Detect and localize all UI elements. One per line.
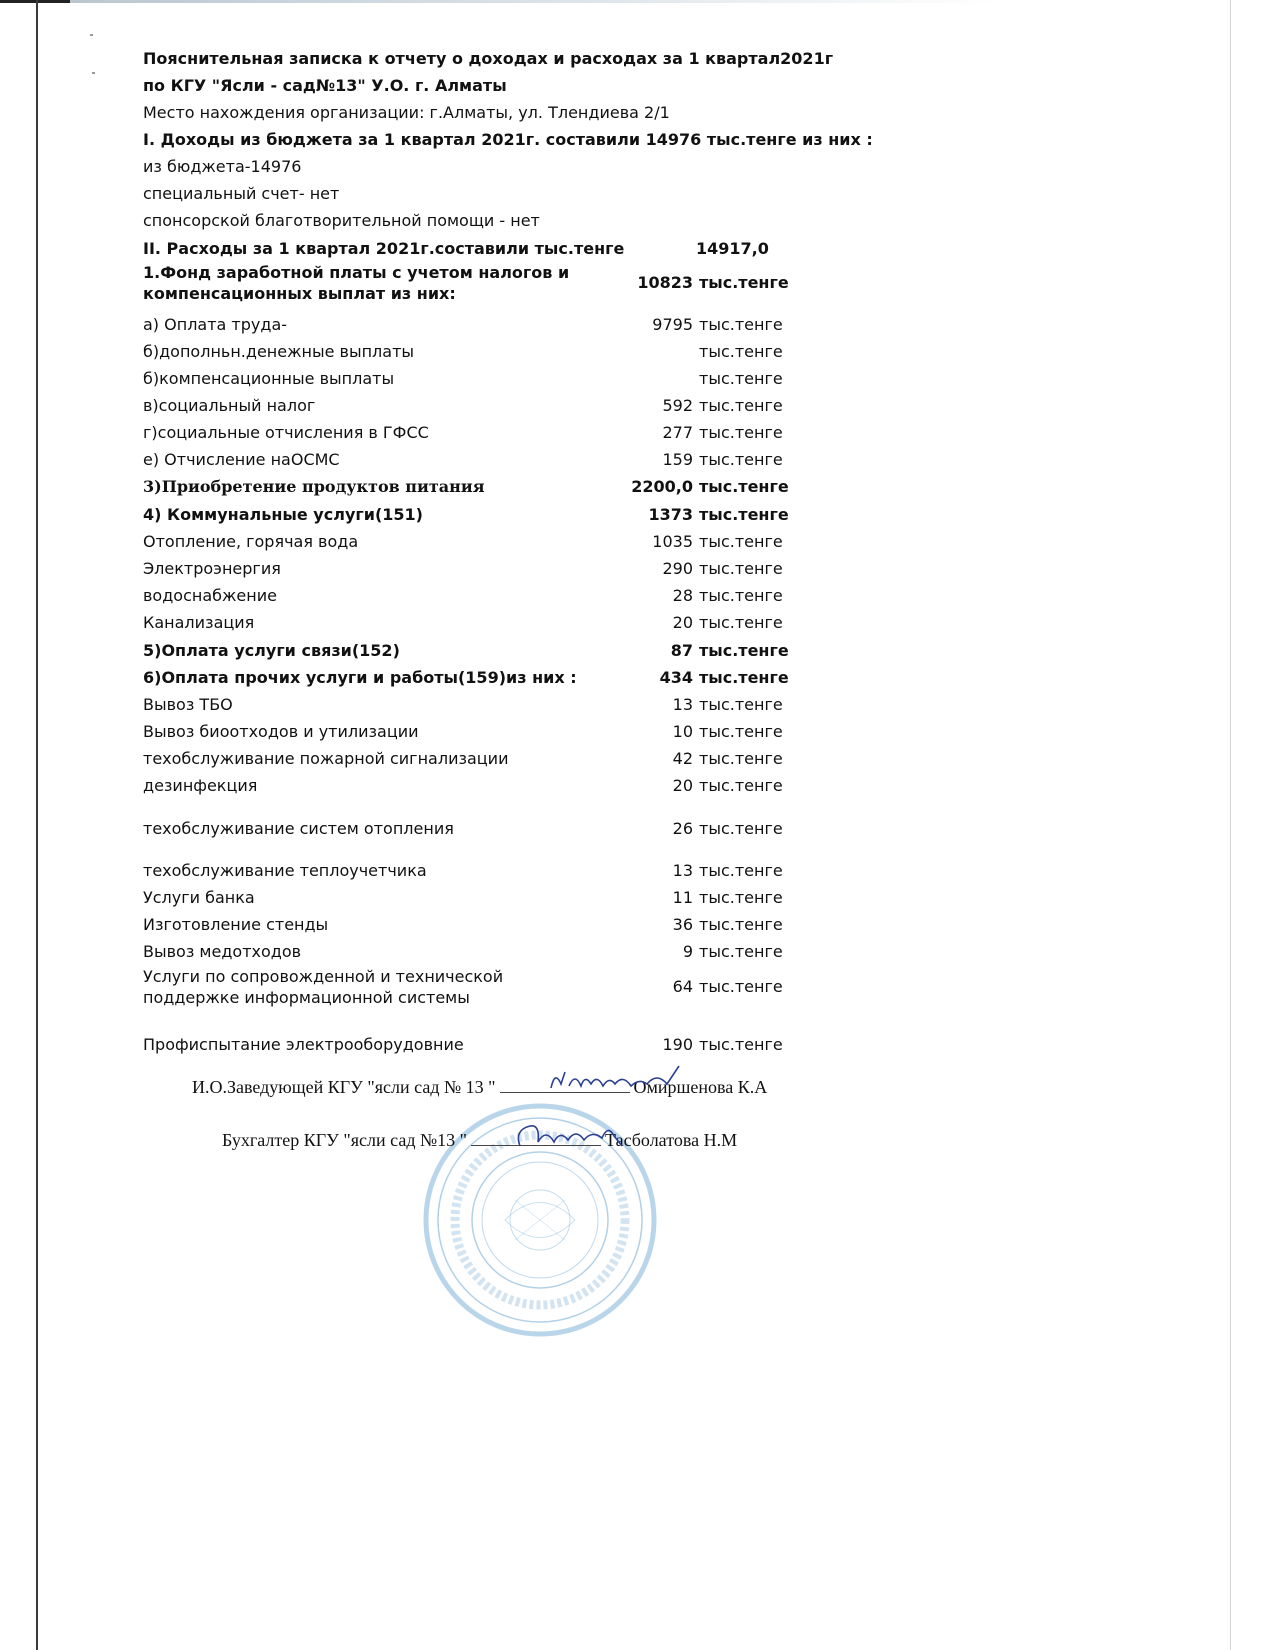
expense-label: техобслуживание систем отопления [143,819,454,838]
document-title-line1: Пояснительная записка к отчету о доходах и расходах за 1 квартал2021г [143,49,834,68]
expense-row [143,915,803,935]
support-label-line1: Услуги по сопровожденной и технической [143,967,504,986]
expense-row [143,888,803,908]
support-label [143,966,503,1008]
accountant-title: Бухгалтер КГУ "ясли сад №13 " [222,1130,468,1150]
expense-label: техобслуживание теплоучетчика [143,861,427,880]
expense-unit: тыс.тенге [699,695,783,714]
expense-label: е) Отчисление наОСМС [143,450,340,469]
expense-unit: тыс.тенге [699,613,783,632]
organization-location: Место нахождения организации: г.Алматы, ул. Тлендиева 2/1 [143,103,670,122]
expense-label: Услуги банка [143,888,255,907]
support-amount: 64 [672,977,693,996]
expense-row [143,315,803,335]
expense-unit: тыс.тенге [699,641,789,660]
expense-unit: тыс.тенге [699,942,783,961]
support-row [143,966,803,1008]
expense-amount: 290 [662,559,693,578]
expense-amount: 1035 [652,532,693,551]
director-title: И.О.Заведующей КГУ "ясли сад № 13 " [192,1077,496,1097]
expense-amount: 1373 [648,505,693,524]
expense-label: Вывоз ТБО [143,695,233,714]
payroll-label-line2: компенсационных выплат из них: [143,284,456,303]
expense-label: в)социальный налог [143,396,316,415]
expense-row [143,559,803,579]
scan-left-edge [36,0,38,1650]
expense-amount: 87 [670,641,693,660]
expense-label: Вывоз биоотходов и утилизации [143,722,419,741]
director-signature [545,1062,685,1102]
expense-row [143,532,803,552]
expense-amount: 20 [672,776,693,795]
last-item-amount: 190 [662,1035,693,1054]
expense-row [143,613,803,633]
expense-unit: тыс.тенге [699,861,783,880]
expense-label: дезинфекция [143,776,258,795]
expenses-heading-row [143,239,803,259]
expense-amount: 20 [672,613,693,632]
expense-amount: 2200,0 [631,477,693,496]
last-item-row [143,1035,803,1055]
expense-label: Канализация [143,613,255,632]
expense-row [143,342,803,362]
expense-amount: 36 [672,915,693,934]
expense-row [143,396,803,416]
expense-row [143,861,803,881]
expense-amount: 9795 [652,315,693,334]
expense-label: Электроэнергия [143,559,281,578]
document-title-line2: по КГУ "Ясли - сад№13" У.О. г. Алматы [143,76,507,95]
expense-row [143,369,803,389]
expense-label: Вывоз медотходов [143,942,302,961]
expense-row [143,641,803,661]
expense-label: Отопление, горячая вода [143,532,359,551]
expense-unit: тыс.тенге [699,450,783,469]
expense-amount: 13 [672,861,693,880]
scan-top-edge [0,0,1275,3]
expense-amount: 13 [672,695,693,714]
expense-row [143,423,803,443]
expense-unit: тыс.тенге [699,749,783,768]
expense-unit: тыс.тенге [699,315,783,334]
accountant-signature [510,1116,630,1156]
expense-unit: тыс.тенге [699,819,783,838]
expense-amount: 277 [662,423,693,442]
expense-row [143,942,803,962]
payroll-label [143,262,569,304]
scan-right-edge [1230,0,1231,1650]
expense-unit: тыс.тенге [699,776,783,795]
expense-label: 4) Коммунальные услуги(151) [143,505,423,524]
expense-unit: тыс.тенге [699,586,783,605]
expense-amount: 11 [672,888,693,907]
expenses-total: 14917,0 [696,239,769,258]
support-unit: тыс.тенге [699,977,783,996]
payroll-label-line1: 1.Фонд заработной платы с учетом налогов и [143,263,570,282]
payroll-unit: тыс.тенге [699,273,789,292]
expense-label: 3)Приобретение продуктов питания [143,477,485,496]
expense-label: Изготовление стенды [143,915,329,934]
expense-unit: тыс.тенге [699,915,783,934]
income-heading: I. Доходы из бюджета за 1 квартал 2021г. составили 14976 тыс.тенге из них : [143,130,873,149]
expense-unit: тыс.тенге [699,888,783,907]
expense-amount: 592 [662,396,693,415]
expense-row [143,722,803,742]
expense-row [143,695,803,715]
expense-unit: тыс.тенге [699,505,789,524]
last-item-label: Профиспытание электрооборудовние [143,1035,464,1054]
expense-label: б)дополньн.денежные выплаты [143,342,415,361]
expense-row [143,505,803,525]
expense-unit: тыс.тенге [699,668,789,687]
expenses-heading: II. Расходы за 1 квартал 2021г.составили тыс.тенге [143,239,625,258]
expense-unit: тыс.тенге [699,396,783,415]
expense-row [143,819,803,839]
expense-label: а) Оплата труда- [143,315,288,334]
last-item-unit: тыс.тенге [699,1035,783,1054]
payroll-row [143,262,803,304]
expense-amount: 10 [672,722,693,741]
expense-label: техобслуживание пожарной сигнализации [143,749,509,768]
expense-row [143,668,803,688]
expense-unit: тыс.тенге [699,369,783,388]
expense-amount: 42 [672,749,693,768]
expense-label: б)компенсационные выплаты [143,369,395,388]
expense-amount: 28 [672,586,693,605]
expense-unit: тыс.тенге [699,477,789,496]
expense-label: 5)Оплата услуги связи(152) [143,641,400,660]
expense-amount: 159 [662,450,693,469]
expense-amount: 26 [672,819,693,838]
expense-row [143,450,803,470]
support-label-line2: поддержке информационной системы [143,988,470,1007]
expense-row [143,776,803,796]
director-name: Омиршенова К.А [633,1077,768,1097]
expense-label: г)социальные отчисления в ГФСС [143,423,429,442]
expense-label: водоснабжение [143,586,277,605]
expense-amount: 434 [659,668,693,687]
expense-unit: тыс.тенге [699,722,783,741]
payroll-amount: 10823 [637,273,693,292]
income-line: специальный счет- нет [143,184,340,203]
income-line: из бюджета-14976 [143,157,302,176]
expense-unit: тыс.тенге [699,532,783,551]
scan-speck [92,72,95,74]
expense-row [143,749,803,769]
expense-row [143,586,803,606]
expense-unit: тыс.тенге [699,559,783,578]
expense-unit: тыс.тенге [699,423,783,442]
expense-unit: тыс.тенге [699,342,783,361]
income-line: спонсорской благотворительной помощи - нет [143,211,540,230]
expense-label: 6)Оплата прочих услуги и работы(159)из них : [143,668,577,687]
scan-speck [90,34,93,36]
expense-amount: 9 [682,942,693,961]
accountant-name: Тасболатова Н.М [605,1130,738,1150]
accountant-signature-line [222,1129,737,1151]
expense-row [143,477,803,497]
